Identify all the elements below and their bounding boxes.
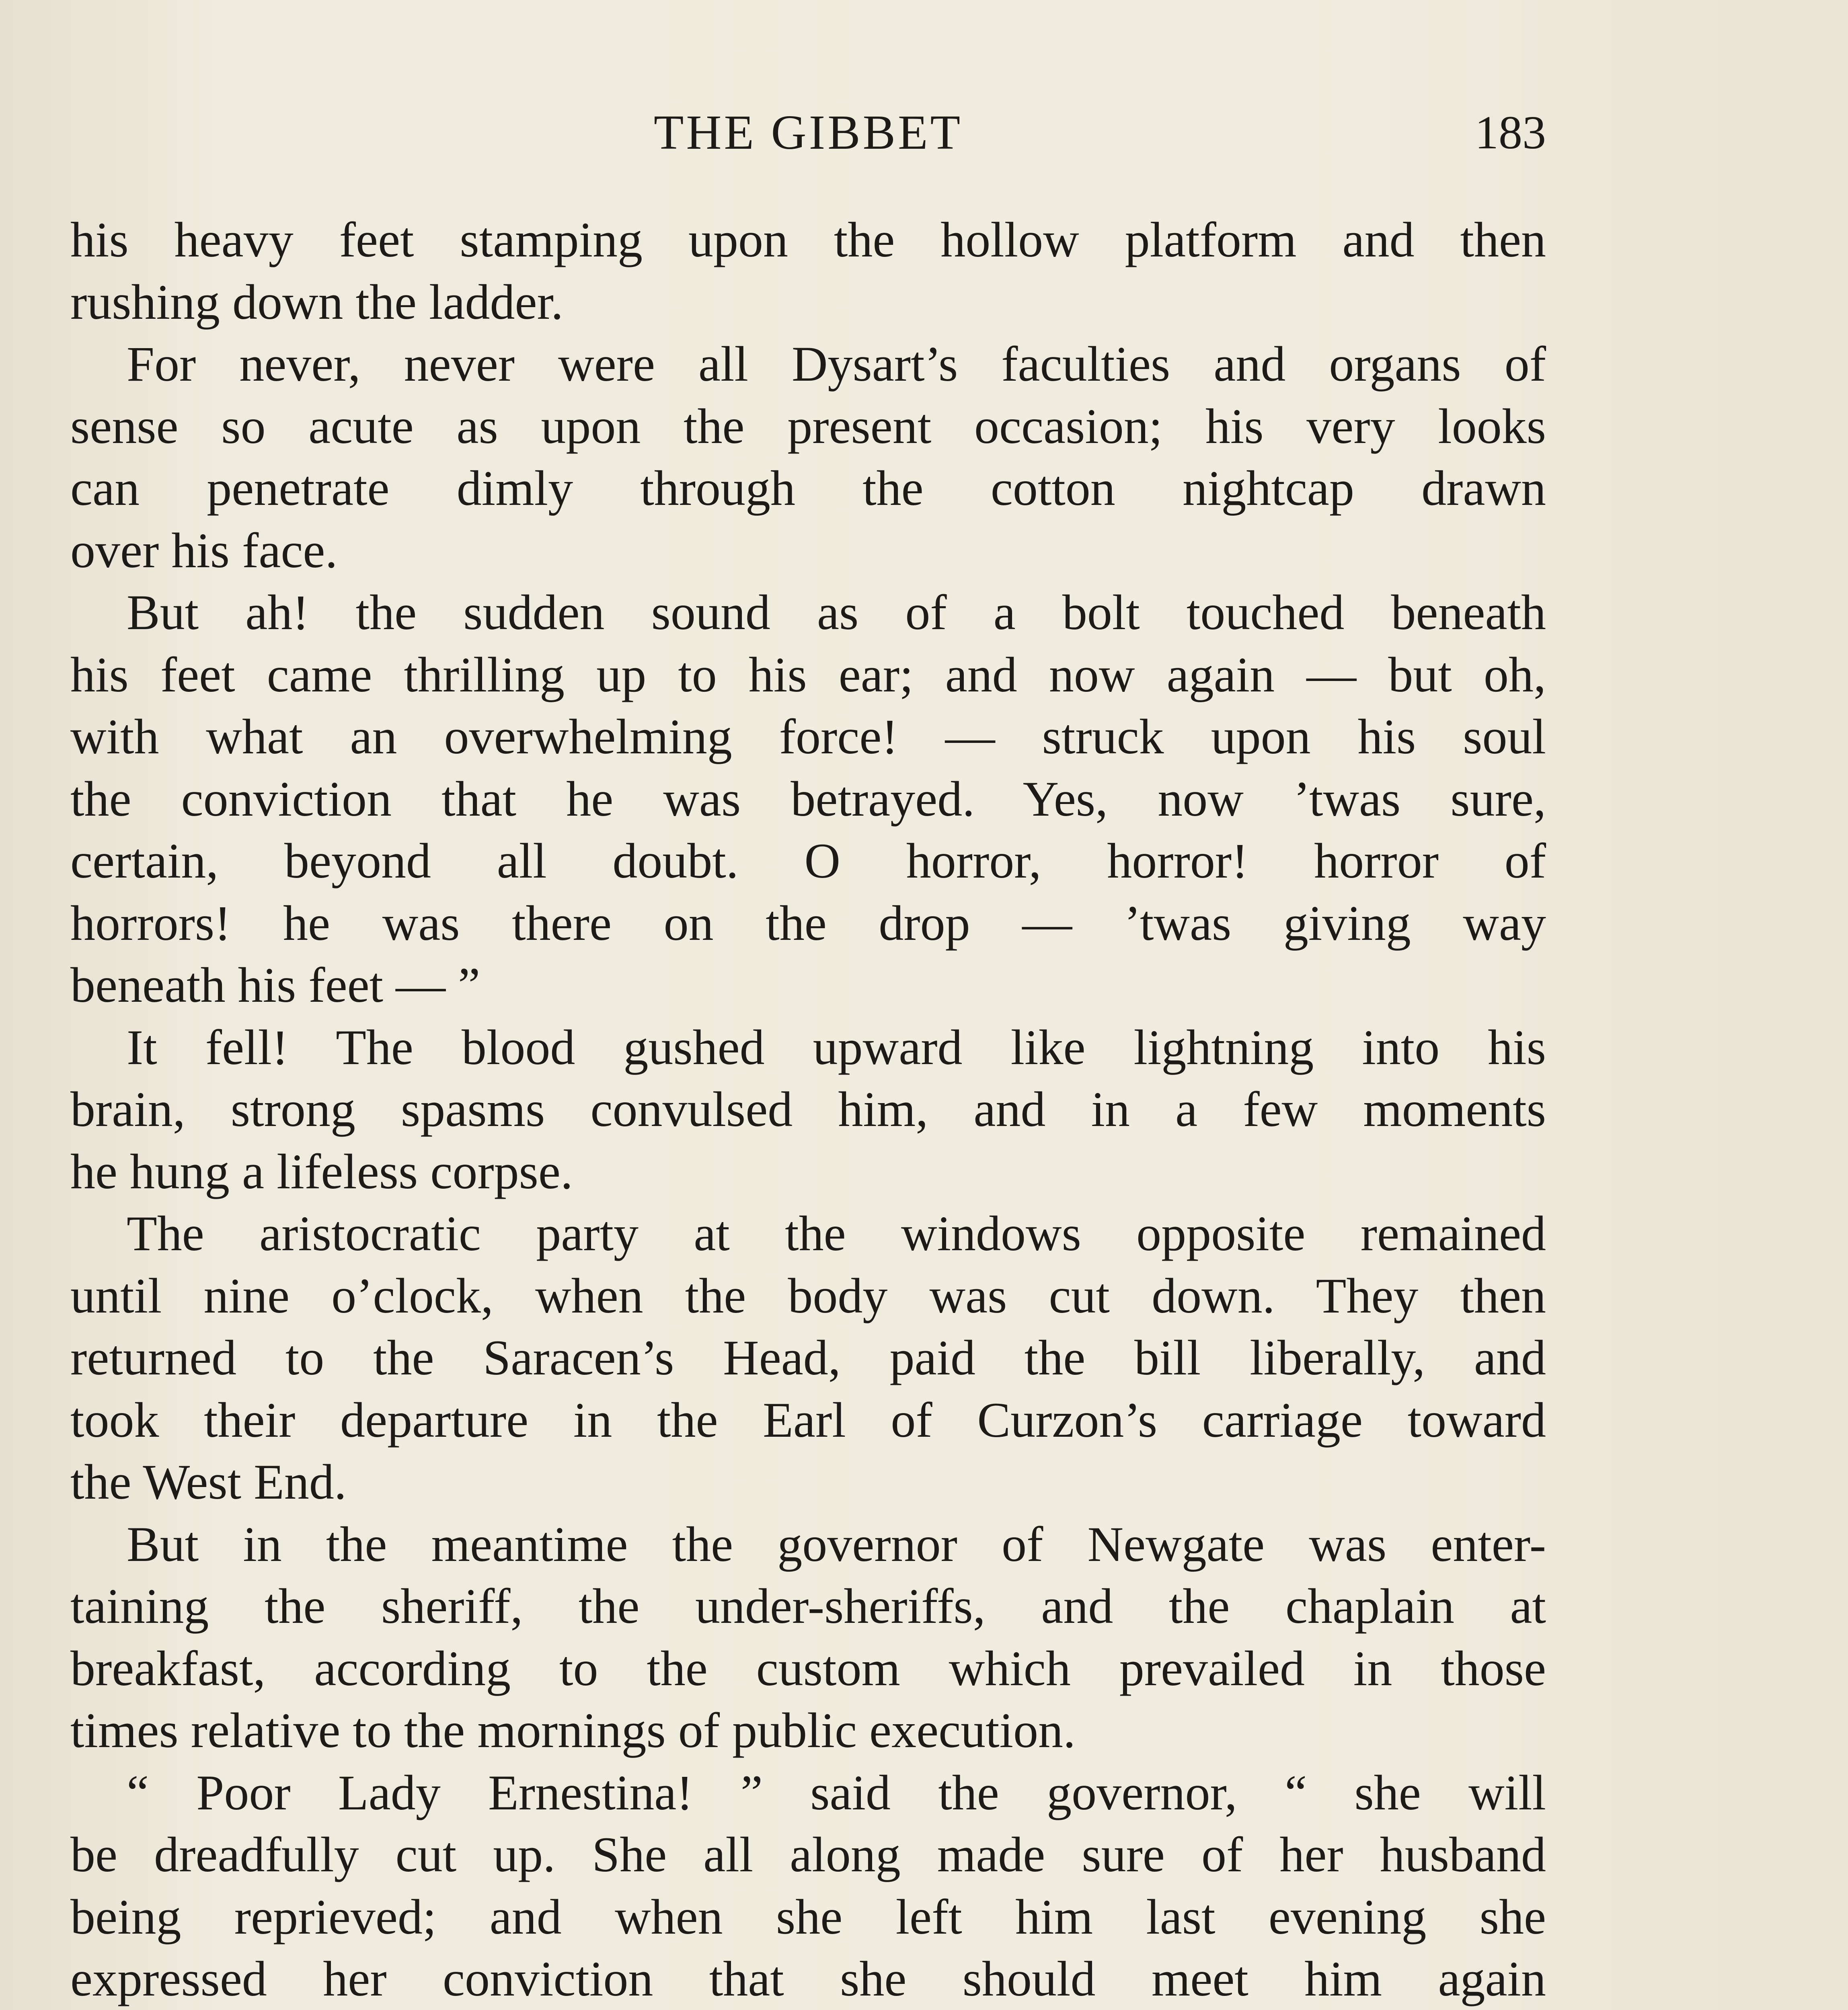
text-line: until nine o’clock, when the body was cut down. They then — [70, 1268, 1546, 1323]
text-line: with what an overwhelming force! — struck upon his soul — [70, 709, 1546, 764]
text-line: taining the sheriff, the under-sheriffs, and the chaplain at — [70, 1579, 1546, 1634]
text-line: his feet came thrilling up to his ear; and now again — but oh, — [70, 647, 1546, 702]
text-line: sense so acute as upon the present occasion; his very looks — [70, 398, 1546, 454]
text-line: It fell! The blood gushed upward like lightning into his — [127, 1019, 1546, 1075]
text-line: be dreadfully cut up. She all along made sure of her husband — [70, 1827, 1546, 1882]
text-line: rushing down the ladder. — [70, 274, 564, 330]
text-line: expressed her conviction that she should meet him again — [70, 1951, 1546, 2006]
text-line: over his face. — [70, 523, 338, 578]
text-line: beneath his feet — ” — [70, 958, 480, 1013]
page-number: 183 — [1475, 106, 1546, 159]
text-line: took their departure in the Earl of Curzon’s carriage toward — [70, 1392, 1546, 1448]
text-line: For never, never were all Dysart’s faculties and organs of — [127, 336, 1546, 392]
text-line: times relative to the mornings of public execution. — [70, 1703, 1076, 1758]
text-line: he hung a lifeless corpse. — [70, 1144, 573, 1199]
running-title: THE GIBBET — [653, 105, 963, 160]
text-line: his heavy feet stamping upon the hollow platform and then — [70, 212, 1546, 267]
text-line: brain, strong spasms convulsed him, and in a few moments — [70, 1082, 1546, 1137]
text-line: being reprieved; and when she left him last evening she — [70, 1889, 1546, 1944]
text-line: But ah! the sudden sound as of a bolt touched beneath — [127, 585, 1546, 640]
text-line: breakfast, according to the custom which prevailed in those — [70, 1641, 1546, 1696]
page-header — [70, 100, 1546, 165]
text-line: certain, beyond all doubt. O horror, horror! horror of — [70, 833, 1546, 888]
text-line: horrors! he was there on the drop — ’twas giving way — [70, 895, 1546, 951]
text-line: “ Poor Lady Ernestina! ” said the governor, “ she will — [127, 1765, 1546, 1820]
text-line: returned to the Saracen’s Head, paid the bill liberally, and — [70, 1330, 1546, 1385]
text-line: can penetrate dimly through the cotton nightcap drawn — [70, 461, 1546, 516]
text-line: the West End. — [70, 1454, 347, 1510]
text-line: the conviction that he was betrayed. Yes, now ’twas sure, — [70, 771, 1546, 827]
text-line: But in the meantime the governor of Newgate was enter- — [127, 1516, 1546, 1572]
text-line: The aristocratic party at the windows opposite remained — [127, 1206, 1546, 1261]
body-text — [70, 209, 1546, 2010]
